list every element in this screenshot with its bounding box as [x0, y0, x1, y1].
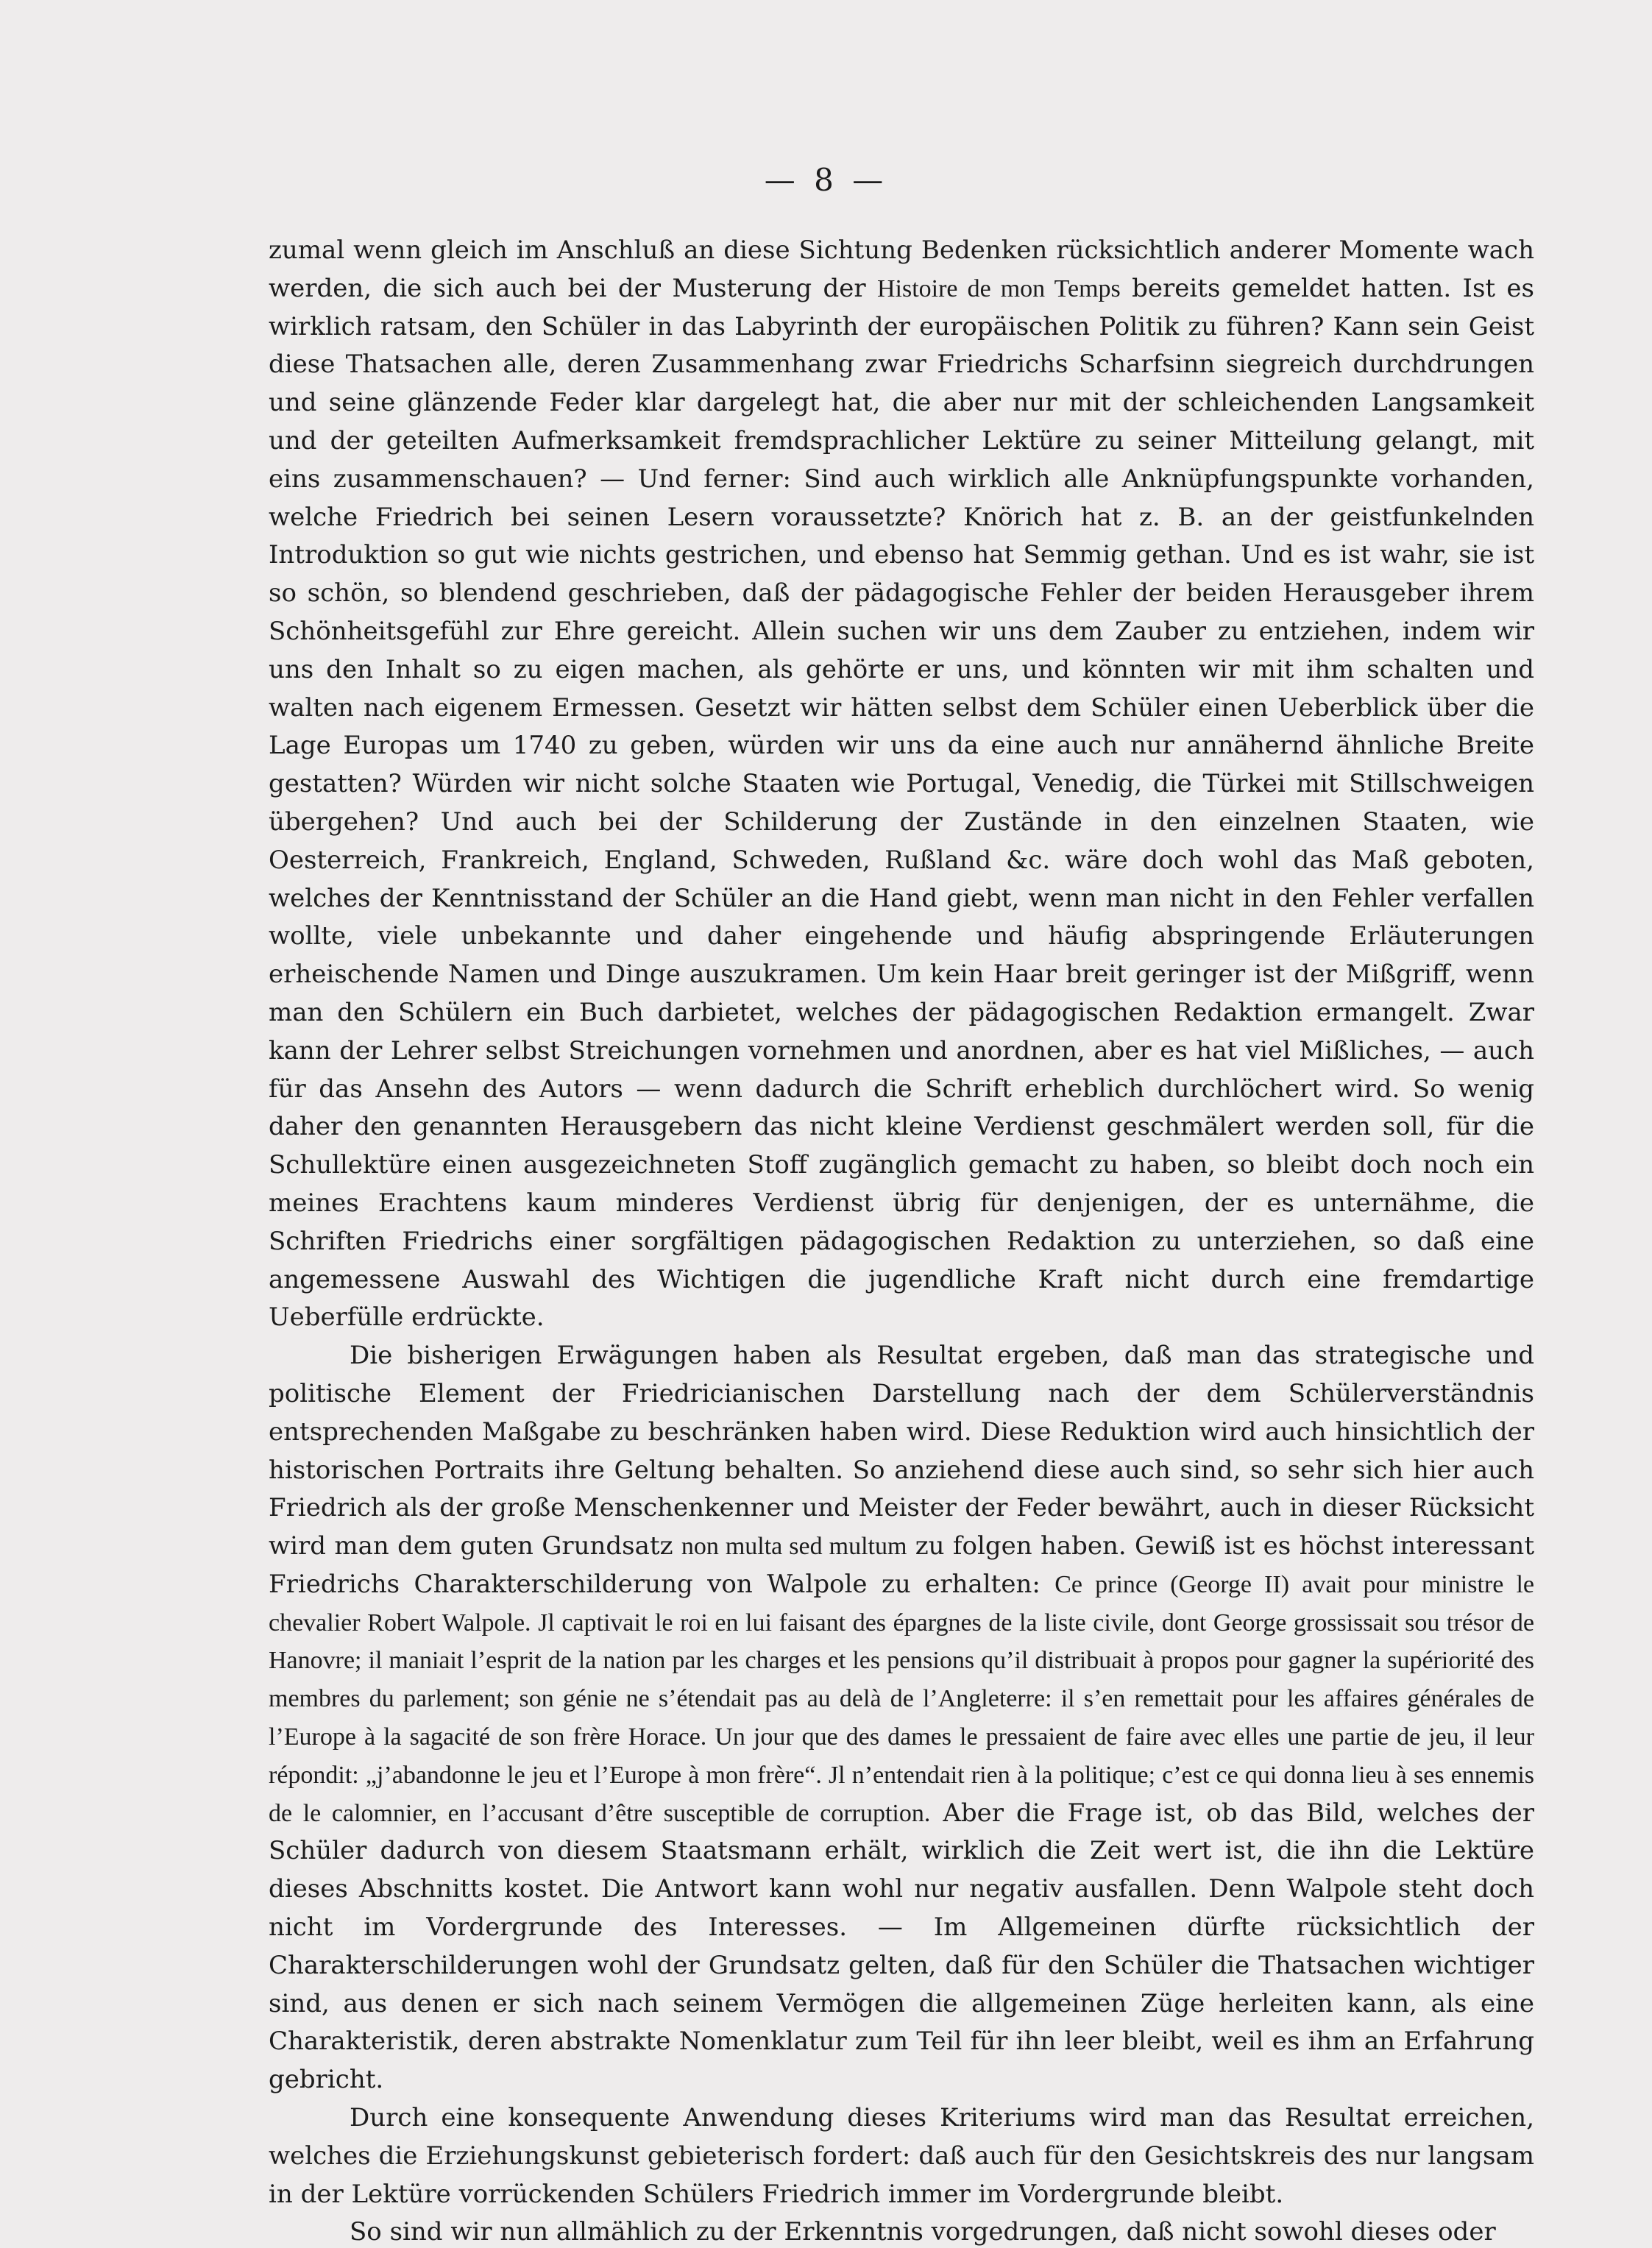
text-segment: Die bisherigen Erwägungen haben als Resultat ergeben, daß man das strategische und politische Element der Friedricianischen Darstellung nach der dem Schülerverständnis entsprechenden Maßgabe zu beschränken haben wird. Diese Reduktion wird auch hinsichtlich der historischen Portraits ihre Geltung behalten. So anziehend diese auch sind, so sehr sich hier auch Friedrich als der große Menschenkenner und Meister der Feder bewährt, auch in dieser Rücksicht wird man dem guten Grundsatz [269, 1341, 1534, 1561]
text-segment: Durch eine konsequente Anwendung dieses Kriteriums wird man das Resultat erreichen, welches die Erziehungskunst gebieterisch fordert: daß auch für den Gesichtskreis des nur langsam in der Lektüre vorrückenden Schülers Friedrich immer im Vordergrunde bleibt. [269, 2103, 1534, 2209]
text-segment: zu folgen haben. Gewiß ist es höchst interessant Friedrichs Charakterschilderung von Walpole zu erhalten: [269, 1531, 1534, 1599]
body-text [269, 232, 1534, 2248]
page-number: — 8 — [764, 162, 888, 198]
paragraph [269, 1337, 1534, 2099]
french-passage: Histoire de mon Temps [876, 274, 1121, 302]
paragraph [269, 2213, 1534, 2248]
french-passage: non multa sed multum [681, 1533, 907, 1561]
french-passage: Ce prince (George II) avait pour ministre le chevalier Robert Walpole. Jl captivait le roi en lui faisant des épargnes de la liste civile, dont George grossissait sou trésor de Hanovre; il maniait l’esprit de la nation par les charges et les pensions qu’il distribuait à propos pour gagner la supériorité des membres du parlement; son génie ne s’étendait pas au delà de l’Angleterre: il s’en remettait pour les affaires générales de l’Europe à la sagacité de son frère Horace. Un jour que des dames le pressaient de faire avec elles une partie de jeu, il leur répondit: „j’abandonne le jeu et l’Europe à mon frère“. Jl n’entendait rien à la politique; c’est ce qui donna lieu à ses ennemis de le calomnier, en l’accusant d’être susceptible de corruption. [269, 1570, 1534, 1827]
text-segment: bereits gemeldet hatten. Ist es wirklich ratsam, den Schüler in das Labyrinth der europäischen Politik zu führen? Kann sein Geist diese Thatsachen alle, deren Zusammenhang zwar Friedrichs Scharfsinn siegreich durchdrungen und seine glänzende Feder klar dargelegt hat, die aber nur mit der schleichenden Langsamkeit und der geteilten Aufmerksamkeit fremdsprachlicher Lektüre zu seiner Mitteilung gelangt, mit eins zusammenschauen? — Und ferner: Sind auch wirklich alle Anknüpfungspunkte vorhanden, welche Friedrich bei seinen Lesern voraussetzte? Knörich hat z. B. an der geistfunkelnden Introduktion so gut wie nichts gestrichen, und ebenso hat Semmig gethan. Und es ist wahr, sie ist so schön, so blendend geschrieben, daß der pädagogische Fehler der beiden Herausgeber ihrem Schönheitsgefühl zur Ehre gereicht. Allein suchen wir uns dem Zauber zu entziehen, indem wir uns den Inhalt so zu eigen machen, als gehörte er uns, und könnten wir mit ihm schalten und walten nach eigenem Ermessen. Gesetzt wir hätten selbst dem Schüler einen Ueberblick über die Lage Europas um 1740 zu geben, würden wir uns da eine auch nur annähernd ähnliche Breite gestatten? Würden wir nicht solche Staaten wie Portugal, Venedig, die Türkei mit Stillschweigen übergehen? Und auch bei der Schilderung der Zustände in den einzelnen Staaten, wie Oesterreich, Frankreich, England, Schweden, Rußland &c. wäre doch wohl das Maß geboten, welches der Kenntnisstand der Schüler an die Hand giebt, wenn man nicht in den Fehler verfallen wollte, viele unbekannte und daher eingehende und häufig abspringende Erläuterungen erheischende Namen und Dinge auszukramen. Um kein Haar breit geringer ist der Mißgriff, wenn man den Schülern ein Buch darbietet, welches der pädagogischen Redaktion ermangelt. Zwar kann der Lehrer selbst Streichungen vornehmen und anordnen, aber es hat viel Mißliches, — auch für das Ansehn des Autors — wenn dadurch die Schrift erheblich durchlöchert wird. So wenig daher den genannten Herausgebern das nicht kleine Verdienst geschmälert werden soll, für die Schullektüre einen ausgezeichneten Stoff zugänglich gemacht zu haben, so bleibt doch noch ein meines Erachtens kaum minderes Verdienst übrig für denjenigen, der es unternähme, die Schriften Friedrichs einer sorgfältigen pädagogischen Redaktion zu unterziehen, so daß eine angemessene Auswahl des Wichtigen die jugendliche Kraft nicht durch eine fremdartige Ueberfülle erdrückte. [269, 273, 1535, 1333]
text-segment: So sind wir nun allmählich zu der Erkenntnis vorgedrungen, daß nicht sowohl dieses oder [350, 2217, 1496, 2247]
paragraph [269, 2099, 1534, 2213]
paragraph [269, 232, 1534, 1337]
text-segment: Aber die Frage ist, ob das Bild, welches der Schüler dadurch von diesem Staatsmann erhält, wirklich die Zeit wert ist, die ihn die Lektüre dieses Abschnitts kostet. Die Antwort kann wohl nur negativ ausfallen. Denn Walpole steht doch nicht im Vordergrunde des Interesses. — Im Allgemeinen dürfte rücksichtlich der Charakterschilderungen wohl der Grundsatz gelten, daß für den Schüler die Thatsachen wichtiger sind, aus denen er sich nach seinem Vermögen die allgemeinen Züge herleiten kann, als eine Charakteristik, deren abstrakte Nomenklatur zum Teil für ihn leer bleibt, weil es ihm an Erfahrung gebricht. [269, 1798, 1534, 2095]
text-segment: zumal wenn gleich im Anschluß an diese Sichtung Bedenken rücksichtlich anderer Momente wach werden, die sich auch bei der Musterung der [269, 235, 1534, 303]
